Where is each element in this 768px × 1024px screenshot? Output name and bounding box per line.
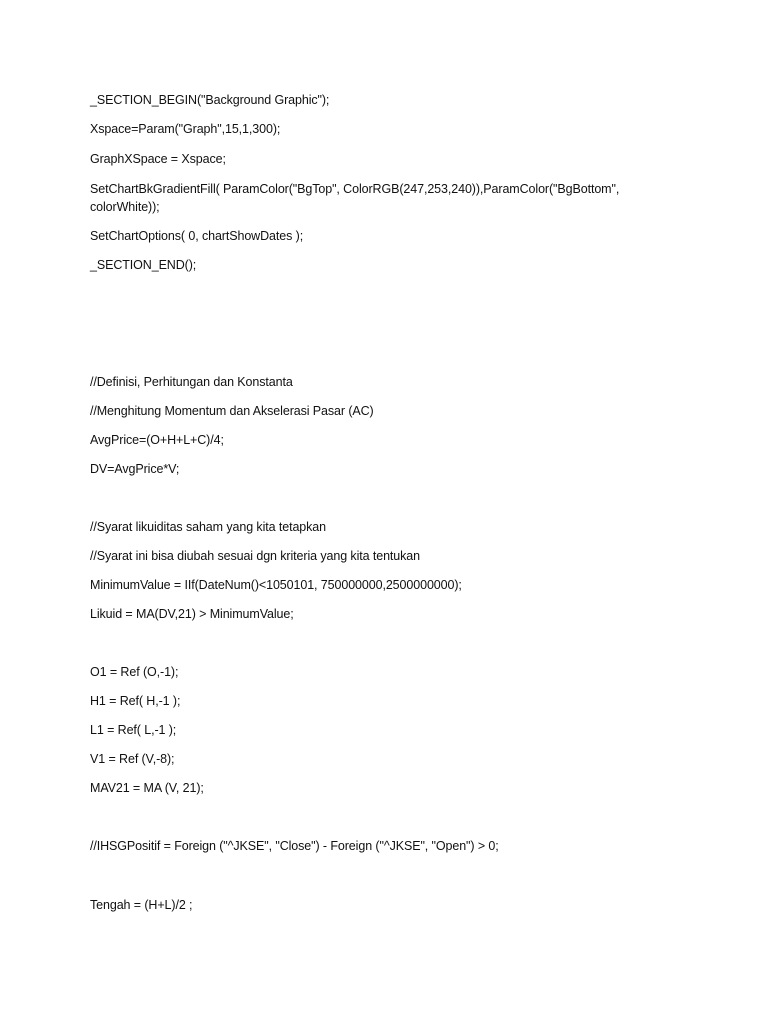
comment-line-likuiditas: //Syarat likuiditas saham yang kita tetapkan (90, 520, 327, 534)
code-line-xspace: Xspace=Param("Graph",15,1,300); (90, 122, 281, 136)
comment-line-momentum: //Menghitung Momentum dan Akselerasi Pasar (AC) (90, 404, 374, 418)
comment-line-kriteria: //Syarat ini bisa diubah sesuai dgn kriteria yang kita tentukan (90, 549, 421, 563)
code-line-o1: O1 = Ref (O,-1); (90, 665, 179, 679)
code-line-likuid: Likuid = MA(DV,21) > MinimumValue; (90, 607, 294, 621)
comment-line-ihsgpositif: //IHSGPositif = Foreign ("^JKSE", "Close") - Foreign ("^JKSE", "Open") > 0; (90, 839, 499, 853)
code-line-h1: H1 = Ref( H,-1 ); (90, 694, 181, 708)
code-line-section-begin: _SECTION_BEGIN("Background Graphic"); (90, 93, 330, 107)
code-line-l1: L1 = Ref( L,-1 ); (90, 723, 177, 737)
code-line-section-end: _SECTION_END(); (90, 258, 197, 272)
code-line-v1: V1 = Ref (V,-8); (90, 752, 175, 766)
code-line-mav21: MAV21 = MA (V, 21); (90, 781, 204, 795)
code-line-tengah: Tengah = (H+L)/2 ; (90, 898, 193, 912)
code-line-avgprice: AvgPrice=(O+H+L+C)/4; (90, 433, 224, 447)
code-line-gradient-fill-cont: colorWhite)); (90, 200, 160, 214)
code-line-chart-options: SetChartOptions( 0, chartShowDates ); (90, 229, 304, 243)
code-line-dv: DV=AvgPrice*V; (90, 462, 180, 476)
code-line-gradient-fill: SetChartBkGradientFill( ParamColor("BgTop", ColorRGB(247,253,240)),ParamColor("BgBottom", (90, 182, 620, 196)
comment-line-definisi: //Definisi, Perhitungan dan Konstanta (90, 375, 293, 389)
code-line-minimumvalue: MinimumValue = IIf(DateNum()<1050101, 750000000,2500000000); (90, 578, 462, 592)
code-line-graphxspace: GraphXSpace = Xspace; (90, 152, 226, 166)
